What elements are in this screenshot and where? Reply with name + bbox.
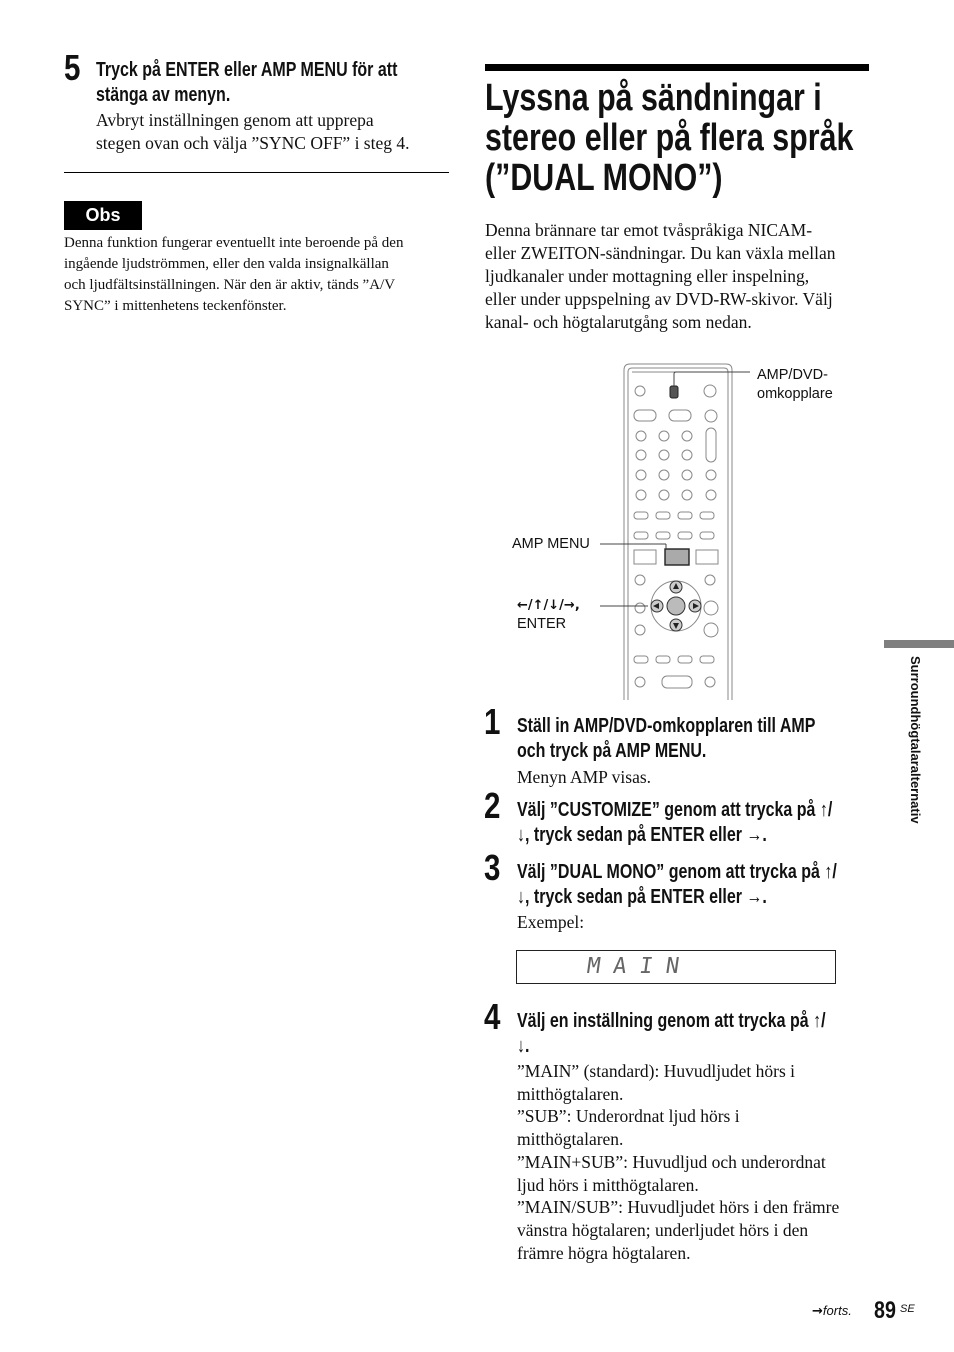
callout-amp-menu: AMP MENU — [512, 536, 590, 552]
heading-line: (”DUAL MONO”) — [485, 157, 723, 199]
side-tab-label: Surroundhögtalaralternativ — [908, 656, 923, 824]
page-number — [874, 1297, 915, 1324]
callout-enter: ENTER — [517, 616, 567, 632]
arrow-keys-icon: ←/↑/↓/→, — [517, 598, 580, 613]
heading-line: stereo eller på flera språk — [485, 117, 854, 159]
step-title-line: Välj ”CUSTOMIZE” genom att trycka på ↑/ — [517, 799, 833, 821]
step-number: 5 — [64, 47, 81, 88]
arrow-right-icon: → — [812, 1304, 823, 1319]
step-title-line: Ställ in AMP/DVD-omkopplaren till AMP — [517, 715, 816, 737]
callout-switch-line: omkopplare — [757, 386, 833, 402]
obs-line: ingående ljudströmmen, eller den valda insignalkällan — [64, 256, 389, 272]
side-tab-bar — [884, 640, 954, 648]
heading-line: Lyssna på sändningar i — [485, 77, 822, 119]
continued-text: forts. — [822, 1303, 852, 1318]
step-title-line: stänga av menyn. — [96, 84, 231, 106]
option-line: mitthögtalaren. — [517, 1129, 624, 1149]
step-title-line: ↓, tryck sedan på ENTER eller →. — [517, 886, 767, 908]
intro-line: eller under uppspelning av DVD-RW-skivor. Välj — [485, 289, 833, 309]
display-text: MAIN — [585, 954, 694, 979]
page-number-value: 89 — [874, 1297, 896, 1324]
option-line: ”MAIN+SUB”: Huvudljud och underordnat — [517, 1152, 826, 1172]
step-number: 1 — [484, 701, 501, 742]
step-number: 4 — [484, 996, 501, 1037]
obs-line: Denna funktion fungerar eventuellt inte beroende på den — [64, 235, 404, 251]
step-number: 2 — [484, 785, 501, 826]
intro-line: kanal- och högtalarutgång som nedan. — [485, 312, 752, 332]
option-line: ”MAIN” (standard): Huvudljudet hörs i — [517, 1061, 795, 1081]
intro-line: eller ZWEITON-sändningar. Du kan växla mellan — [485, 243, 836, 263]
option-line: ”SUB”: Underordnat ljud hörs i — [517, 1106, 740, 1126]
obs-label: Obs — [64, 201, 142, 230]
step-title-line: Välj en inställning genom att trycka på ↑/ — [517, 1010, 826, 1032]
divider — [64, 172, 449, 173]
continued-note — [812, 1302, 852, 1321]
step-body-line: Avbryt inställningen genom att upprepa — [96, 110, 374, 130]
callout-switch — [757, 366, 833, 404]
option-line: mitthögtalaren. — [517, 1084, 624, 1104]
step-body-line: stegen ovan och välja ”SYNC OFF” i steg 4. — [96, 133, 410, 153]
option-line: ”MAIN/SUB”: Huvudljudet hörs i den främre — [517, 1197, 840, 1217]
step-title-line: Tryck på ENTER eller AMP MENU för att — [96, 59, 398, 81]
obs-line: och ljudfältsinställningen. När den är aktiv, tänds ”A/V — [64, 277, 396, 293]
step-title-line: Välj ”DUAL MONO” genom att trycka på ↑/ — [517, 861, 837, 883]
obs-line: SYNC” i mittenhetens teckenfönster. — [64, 298, 287, 314]
step-title-line: och tryck på AMP MENU. — [517, 740, 707, 762]
step-title-line: ↓. — [517, 1035, 530, 1057]
heading-bar — [485, 64, 869, 71]
step-body: Menyn AMP visas. — [517, 767, 652, 787]
example-label: Exempel: — [517, 912, 585, 932]
intro-line: Denna brännare tar emot tvåspråkiga NICAM- — [485, 220, 813, 240]
page-suffix: SE — [900, 1303, 915, 1315]
option-line: vänstra högtalaren; underljudet hörs i den — [517, 1220, 809, 1240]
step-title-line: ↓, tryck sedan på ENTER eller →. — [517, 824, 767, 846]
step-number: 3 — [484, 847, 501, 888]
callout-switch-line: AMP/DVD- — [757, 367, 828, 383]
intro-line: ljudkanaler under mottagning eller inspelning, — [485, 266, 810, 286]
option-line: främre högra högtalaren. — [517, 1243, 691, 1263]
option-line: ljud hörs i mitthögtalaren. — [517, 1175, 699, 1195]
callout-arrows — [517, 596, 580, 634]
display-window — [516, 950, 836, 984]
remote-control-illustration — [600, 360, 760, 700]
